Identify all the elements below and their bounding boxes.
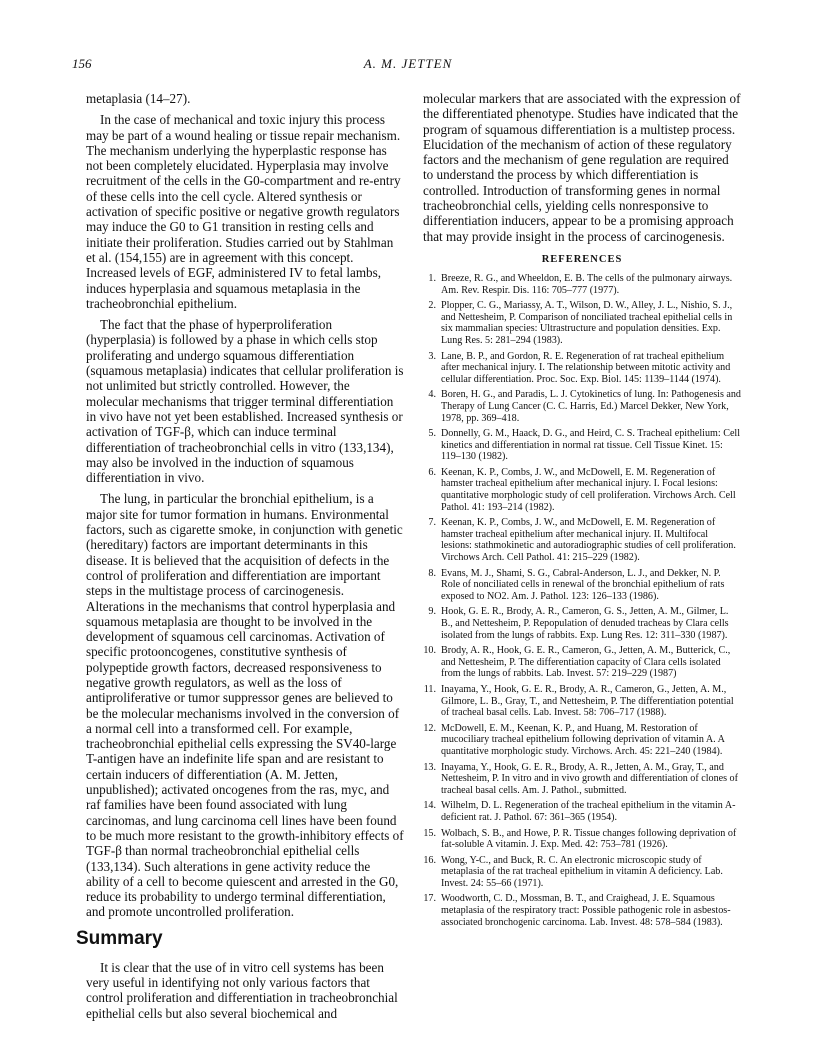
reference-text: Inayama, Y., Hook, G. E. R., Brody, A. R., Cameron, G., Jetten, A. M., Gilmore, L. B., Gray, T., and Nettesheim, P. The differentiation potential of tracheal basal cells. Lab. Invest. 58: 706–717 (1988). — [441, 683, 734, 719]
reference-text: Wilhelm, D. L. Regeneration of the tracheal epithelium in the vitamin A-deficient rat. J. Pathol. 67: 361–365 (1954). — [441, 800, 736, 823]
reference-text: Lane, B. P., and Gordon, R. E. Regeneration of rat tracheal epithelium after mechanical injury. I. The relationship between mitotic activity and cellular differentiation. Proc. Soc. Exp. Biol. 145: 1139–1144 (1974). — [441, 350, 731, 385]
body-paragraph: In the case of mechanical and toxic injury this process may be part of a wound healing or tissue repair mechanism. The mechanism underlying the hyperplastic response has not been completely elucidated. Hyperplasia may involve recruitment of the cells in the G0-compartment and re-entry of these cells into the cell cycle. Altered synthesis or activation of specific positive or negative growth regulators may induce the G0 to G1 transition in resting cells and initiate their proliferation. Studies carried out by Stahlman et al. (154,155) are in agreement with this concept. Increased levels of EGF, administered IV to fetal lambs, induces hyperplasia and squamous metaplasia in the tracheobronchial epithelium. — [86, 112, 401, 311]
reference-item — [423, 428, 741, 463]
body-paragraph: metaplasia (14–27). — [86, 91, 191, 106]
reference-number: 16. — [423, 854, 436, 866]
page-number: 156 — [72, 56, 92, 71]
reference-number: 2. — [428, 300, 436, 312]
reference-text: Brody, A. R., Hook, G. E. R., Cameron, G., Jetten, A. M., Butterick, C., and Nettesheim, P. The differentiation capacity of Clara cells isolated from the lungs of rabbits. Lab. Invest. 57: 219–229 (1987) — [441, 645, 731, 680]
reference-number: 8. — [428, 567, 436, 579]
reference-text: Breeze, R. G., and Wheeldon, E. B. The cells of the pulmonary airways. Am. Rev. Respir. Dis. 116: 705–777 (1977). — [441, 272, 733, 296]
reference-item — [423, 606, 741, 641]
reference-item — [423, 855, 741, 890]
reference-item — [423, 645, 741, 680]
reference-item — [423, 828, 741, 851]
reference-number: 14. — [423, 800, 436, 812]
reference-item — [423, 893, 741, 928]
reference-text: Wong, Y-C., and Buck, R. C. An electronic microscopic study of metaplasia of the rat tracheal epithelium in vitamin A deficiency. Lab. Invest. 24: 55–66 (1971). — [441, 854, 723, 889]
reference-item — [423, 351, 741, 386]
reference-number: 13. — [423, 761, 436, 773]
reference-number: 7. — [428, 517, 436, 529]
body-paragraph: The lung, in particular the bronchial epithelium, is a major site for tumor formation in humans. Environmental factors, such as cigarette smoke, in conjunction with genetic (hereditary) factors are important determinants in this disease. It is believed that the acquisition of defects in the control of proliferation and differentiation are important steps in the multistage process of carcinogenesis. Alterations in the mechanisms that control hyperplasia and squamous metaplasia are thought to be involved in the development of squamous cell carcinomas. Activation of specific protooncogenes, constitutive synthesis of polypeptide growth factors, decreased responsiveness to negative growth regulators, as well as the loss of antiproliferative or tumor suppressor genes are believed to be the molecular mechanisms involved in the conversion of a normal cell into a transformed cell. For example, tracheobronchial epithelial cells expressing the SV40-large T-antigen have an indefinite life span and are resistant to certain inducers of differentiation (A. M. Jetten, unpublished); activated oncogenes from the ras, myc, and raf families have been found associated with lung carcinomas, and lung carcinoma cell lines have been found to be much more resistant to the growth-inhibitory effects of TGF-β than normal tracheobronchial epithelial cells (133,134). Such alterations in gene activity reduce the ability of a cell to become quiescent and arrested in the G0, reduce its probability to undergo terminal differentiation, and promote uncontrolled proliferation. — [86, 491, 404, 920]
left-column — [76, 91, 404, 1027]
reference-item — [423, 273, 741, 296]
body-paragraph: The fact that the phase of hyperproliferation (hyperplasia) is followed by a phase in which cells stop proliferating and undergo squamous differentiation (squamous metaplasia) indicates that cellular proliferation is not unlimited but strictly controlled. However, the molecular mechanisms that trigger terminal differentiation in vivo have not yet been established. Increased synthesis or activation of TGF-β, which can induce terminal differentiation of tracheobronchial cells in vitro (133,134), may also be involved in the induction of squamous differentiation in vivo. — [86, 317, 404, 486]
reference-text: Inayama, Y., Hook, G. E. R., Brody, A. R., Jetten, A. M., Gray, T., and Nettesheim, P. In vitro and in vivo growth and differentiation of clones of tracheal basal cells. Am. J. Pathol., submitted. — [441, 761, 738, 796]
summary-paragraph: It is clear that the use of in vitro cell systems has been very useful in identifying not only various factors that control proliferation and differentiation in tracheobronchial epithelial cells but also several biochemical and — [86, 959, 398, 1021]
reference-text: Wolbach, S. B., and Howe, P. R. Tissue changes following deprivation of fat-soluble A vitamin. J. Exp. Med. 42: 753–781 (1926). — [441, 827, 737, 851]
reference-item — [423, 723, 741, 758]
reference-text: Keenan, K. P., Combs, J. W., and McDowell, E. M. Regeneration of hamster tracheal epithelium after mechanical injury. I. Focal lesions: quantitative morphologic study of cell proliferation. Virchows Arch. Cell Pathol. 41: 193–214 (1982). — [441, 466, 736, 513]
summary-continuation: molecular markers that are associated with the expression of the differentiated phenotype. Studies have indicated that the program of squamous differentiation is a multistep process. Elucidation of the mechanism of action of these regulatory factors and the mechanism of gene regulation are required to understand the process by which differentiation is controlled. Introduction of transforming genes in normal tracheobronchial cells, yielding cells nonresponsive to differentiation inducers, appear to be a promising approach that may provide insight in the process of carcinogenesis. — [423, 91, 741, 244]
reference-item — [423, 762, 741, 797]
reference-text: McDowell, E. M., Keenan, K. P., and Huang, M. Restoration of mucociliary tracheal epithelium following deprivation of vitamin A. A quantitative morphologic study. Virchows. Arch. 45: 221–240 (1984). — [441, 722, 725, 757]
reference-item — [423, 389, 741, 424]
reference-number: 1. — [428, 272, 436, 284]
reference-number: 12. — [423, 722, 436, 734]
references-heading: REFERENCES — [541, 253, 623, 265]
reference-item — [423, 517, 741, 563]
reference-text: Plopper, C. G., Mariassy, A. T., Wilson, D. W., Alley, J. L., Nishio, S. J., and Nettesheim, P. Comparison of nonciliated tracheal epithelial cells in six mammalian species: Ultrastructure and population densities. Exp. Lung Res. 5: 281–294 (1983). — [441, 300, 733, 346]
running-head: A. M. JETTEN — [363, 56, 453, 71]
reference-item — [423, 684, 741, 719]
page-header — [72, 56, 744, 78]
reference-text: Donnelly, G. M., Haack, D. G., and Heird, C. S. Tracheal epithelium: Cell kinetics and differentiation in normal rat tissue. Cell Tissue Kinet. 15: 119–130 (1982). — [441, 428, 741, 463]
reference-item — [423, 800, 741, 823]
reference-number: 15. — [423, 827, 436, 839]
reference-text: Evans, M. J., Shami, S. G., Cabral-Anderson, L. J., and Dekker, N. P. Role of nonciliated cells in renewal of the bronchial epithelium of rats exposed to NO2. Am. J. Pathol. 123: 126–133 (1986). — [441, 567, 725, 602]
reference-number: 6. — [428, 466, 436, 478]
reference-item — [423, 300, 741, 346]
summary-heading: Summary — [76, 927, 163, 949]
reference-item — [423, 568, 741, 603]
reference-number: 3. — [428, 350, 436, 362]
reference-number: 9. — [428, 606, 436, 618]
reference-item — [423, 467, 741, 513]
reference-text: Woodworth, C. D., Mossman, B. T., and Craighead, J. E. Squamous metaplasia of the respiratory tract: Possible pathogenic role in asbestos-associated bronchogenic carcinoma. Lab. Invest. 48: 578–584 (1983). — [441, 893, 731, 928]
reference-list — [423, 273, 741, 928]
reference-number: 10. — [423, 645, 436, 657]
reference-number: 17. — [423, 893, 436, 905]
reference-number: 5. — [428, 428, 436, 440]
right-column — [423, 91, 741, 932]
reference-text: Hook, G. E. R., Brody, A. R., Cameron, G. S., Jetten, A. M., Gilmer, L. B., and Nettesheim, P. Repopulation of denuded tracheas by Clara cells isolated from the lungs of rabbits. Exp. Lung Res. 12: 311–330 (1987). — [441, 606, 729, 641]
reference-text: Keenan, K. P., Combs, J. W., and McDowell, E. M. Regeneration of hamster tracheal epithelium after mechanical injury. II. Multifocal lesions: stathmokinetic and autoradiographic studies of cell proliferation. Virchows Arch. Cell Pathol. 41: 215–229 (1982). — [441, 517, 736, 564]
reference-number: 4. — [428, 389, 436, 401]
reference-number: 11. — [423, 683, 436, 695]
reference-text: Boren, H. G., and Paradis, L. J. Cytokinetics of lung. In: Pathogenesis and Therapy of Lung Cancer (C. C. Harris, Ed.) Marcel Dekker, New York, 1978, pp. 369–418. — [441, 389, 741, 424]
